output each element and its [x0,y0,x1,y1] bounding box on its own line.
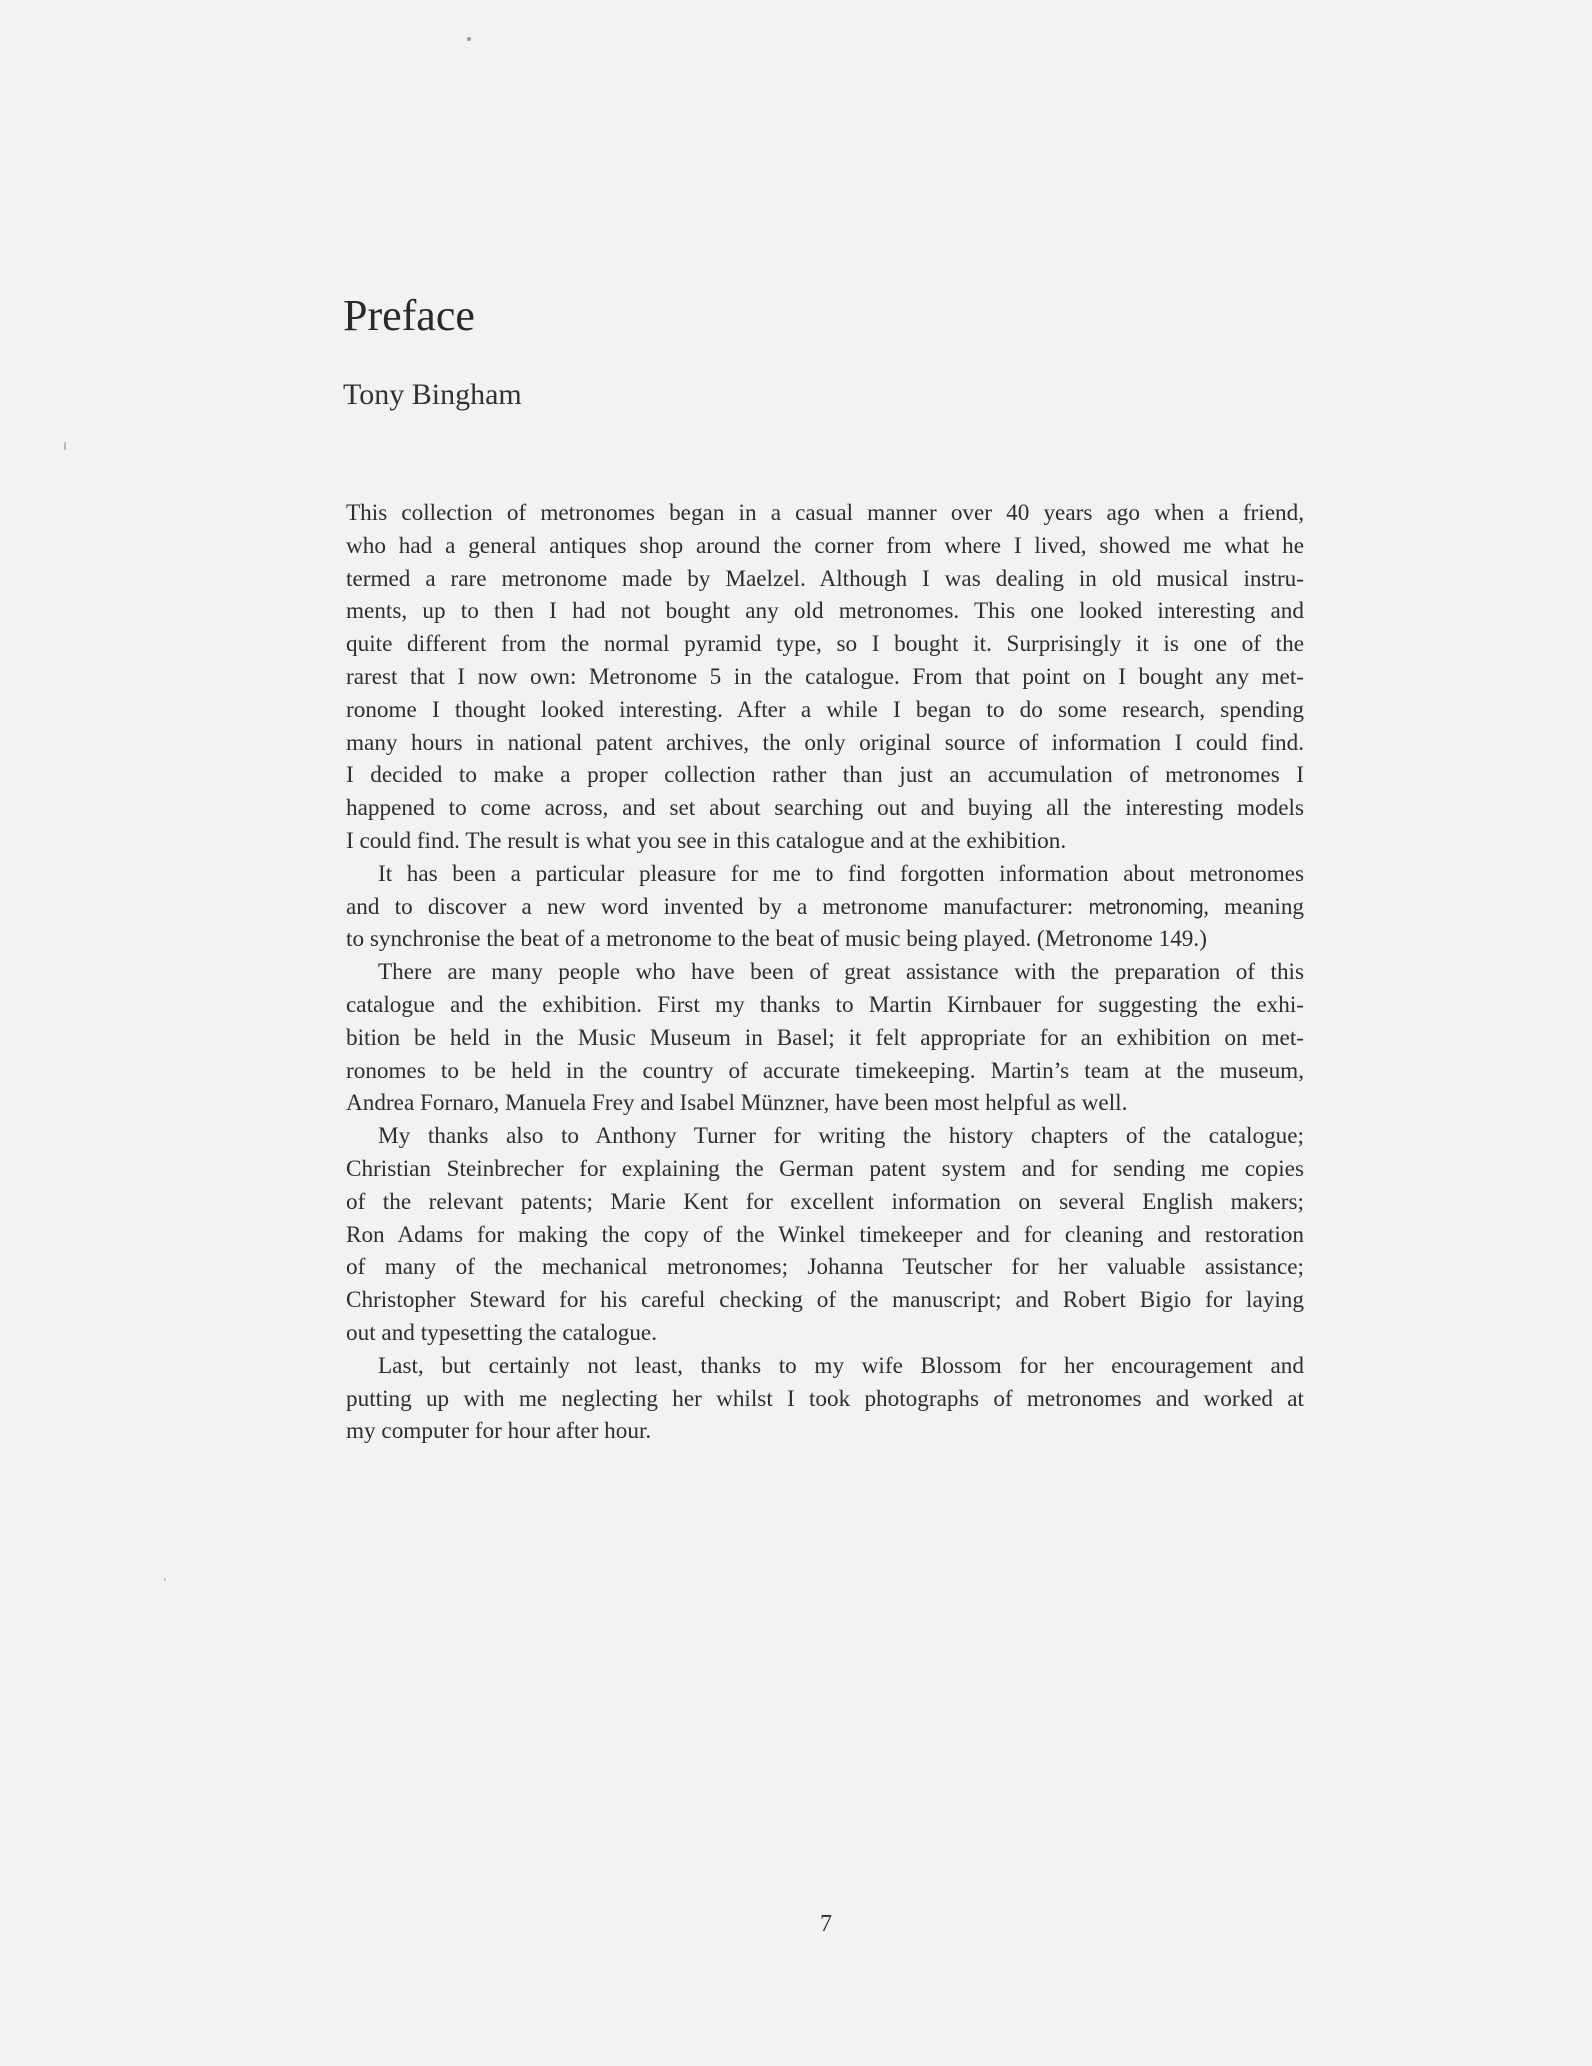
text-line: quite different from the normal pyramid type, so I bought it. Surprisingly it is one of the [346,631,1304,658]
paper-speck [64,442,66,450]
text-line: My thanks also to Anthony Turner for writing the history chapters of the catalogue; [378,1123,1304,1150]
paragraph-2 [346,858,1304,956]
paragraph-3 [346,956,1304,1120]
text-line: my computer for hour after hour. [346,1418,652,1445]
text-line: ronome I thought looked interesting. After a while I began to do some research, spending [346,696,1304,723]
page-number: 7 [820,1911,832,1937]
preface-body [346,497,1304,1448]
text-line: out and typesetting the catalogue. [346,1319,658,1346]
text-line: I decided to make a proper collection rather than just an accumulation of metronomes I [346,762,1304,789]
text-line: putting up with me neglecting her whilst I took photographs of metronomes and worked at [346,1385,1304,1412]
text-segment: , meaning [1203,893,1305,920]
text-line: ments, up to then I had not bought any old metronomes. This one looked interesting and [346,598,1304,625]
text-line-with-special-word [346,891,1304,924]
paragraph-5 [346,1350,1304,1448]
author-name: Tony Bingham [343,378,522,411]
paragraph-1 [346,497,1304,858]
text-line: Ron Adams for making the copy of the Winkel timekeeper and for cleaning and restoration [346,1221,1304,1248]
text-line: termed a rare metronome made by Maelzel. Although I was dealing in old musical instru- [346,565,1304,592]
text-line: many hours in national patent archives, the only original source of information I could find. [346,729,1304,756]
text-line: Last, but certainly not least, thanks to my wife Blossom for her encouragement and [378,1352,1304,1379]
text-line: Andrea Fornaro, Manuela Frey and Isabel Münzner, have been most helpful as well. [346,1090,1128,1117]
paragraph-4 [346,1120,1304,1350]
text-line: of the relevant patents; Marie Kent for excellent information on several English makers; [346,1188,1304,1215]
text-line: bition be held in the Music Museum in Basel; it felt appropriate for an exhibition on met- [346,1024,1304,1051]
text-line: of many of the mechanical metronomes; Johanna Teutscher for her valuable assistance; [346,1254,1304,1281]
text-line: to synchronise the beat of a metronome to the beat of music being played. (Metronome 149.) [346,926,1207,953]
page-title: Preface [343,291,475,340]
text-line: This collection of metronomes began in a casual manner over 40 years ago when a friend, [346,500,1304,526]
text-segment: and to discover a new word invented by a metronome manufacturer: [346,893,1074,920]
text-line: catalogue and the exhibition. First my thanks to Martin Kirnbauer for suggesting the exhi- [346,991,1304,1018]
paper-speck [467,37,471,41]
text-line: who had a general antiques shop around the corner from where I lived, showed me what he [346,532,1304,559]
text-line: Christian Steinbrecher for explaining the German patent system and for sending me copies [346,1155,1304,1182]
text-line: ronomes to be held in the country of accurate timekeeping. Martin’s team at the museum, [346,1057,1304,1084]
text-line: There are many people who have been of great assistance with the preparation of this [378,959,1304,986]
text-line: happened to come across, and set about searching out and buying all the interesting models [346,795,1304,822]
paper-speck [164,1578,166,1581]
text-line: I could find. The result is what you see in this catalogue and at the exhibition. [346,827,1067,854]
text-line: rarest that I now own: Metronome 5 in the catalogue. From that point on I bought any met- [346,663,1304,690]
special-word: metronoming [1088,894,1204,919]
text-line: Christopher Steward for his careful checking of the manuscript; and Robert Bigio for laying [346,1287,1304,1314]
text-line: It has been a particular pleasure for me to find forgotten information about metronomes [378,860,1304,887]
